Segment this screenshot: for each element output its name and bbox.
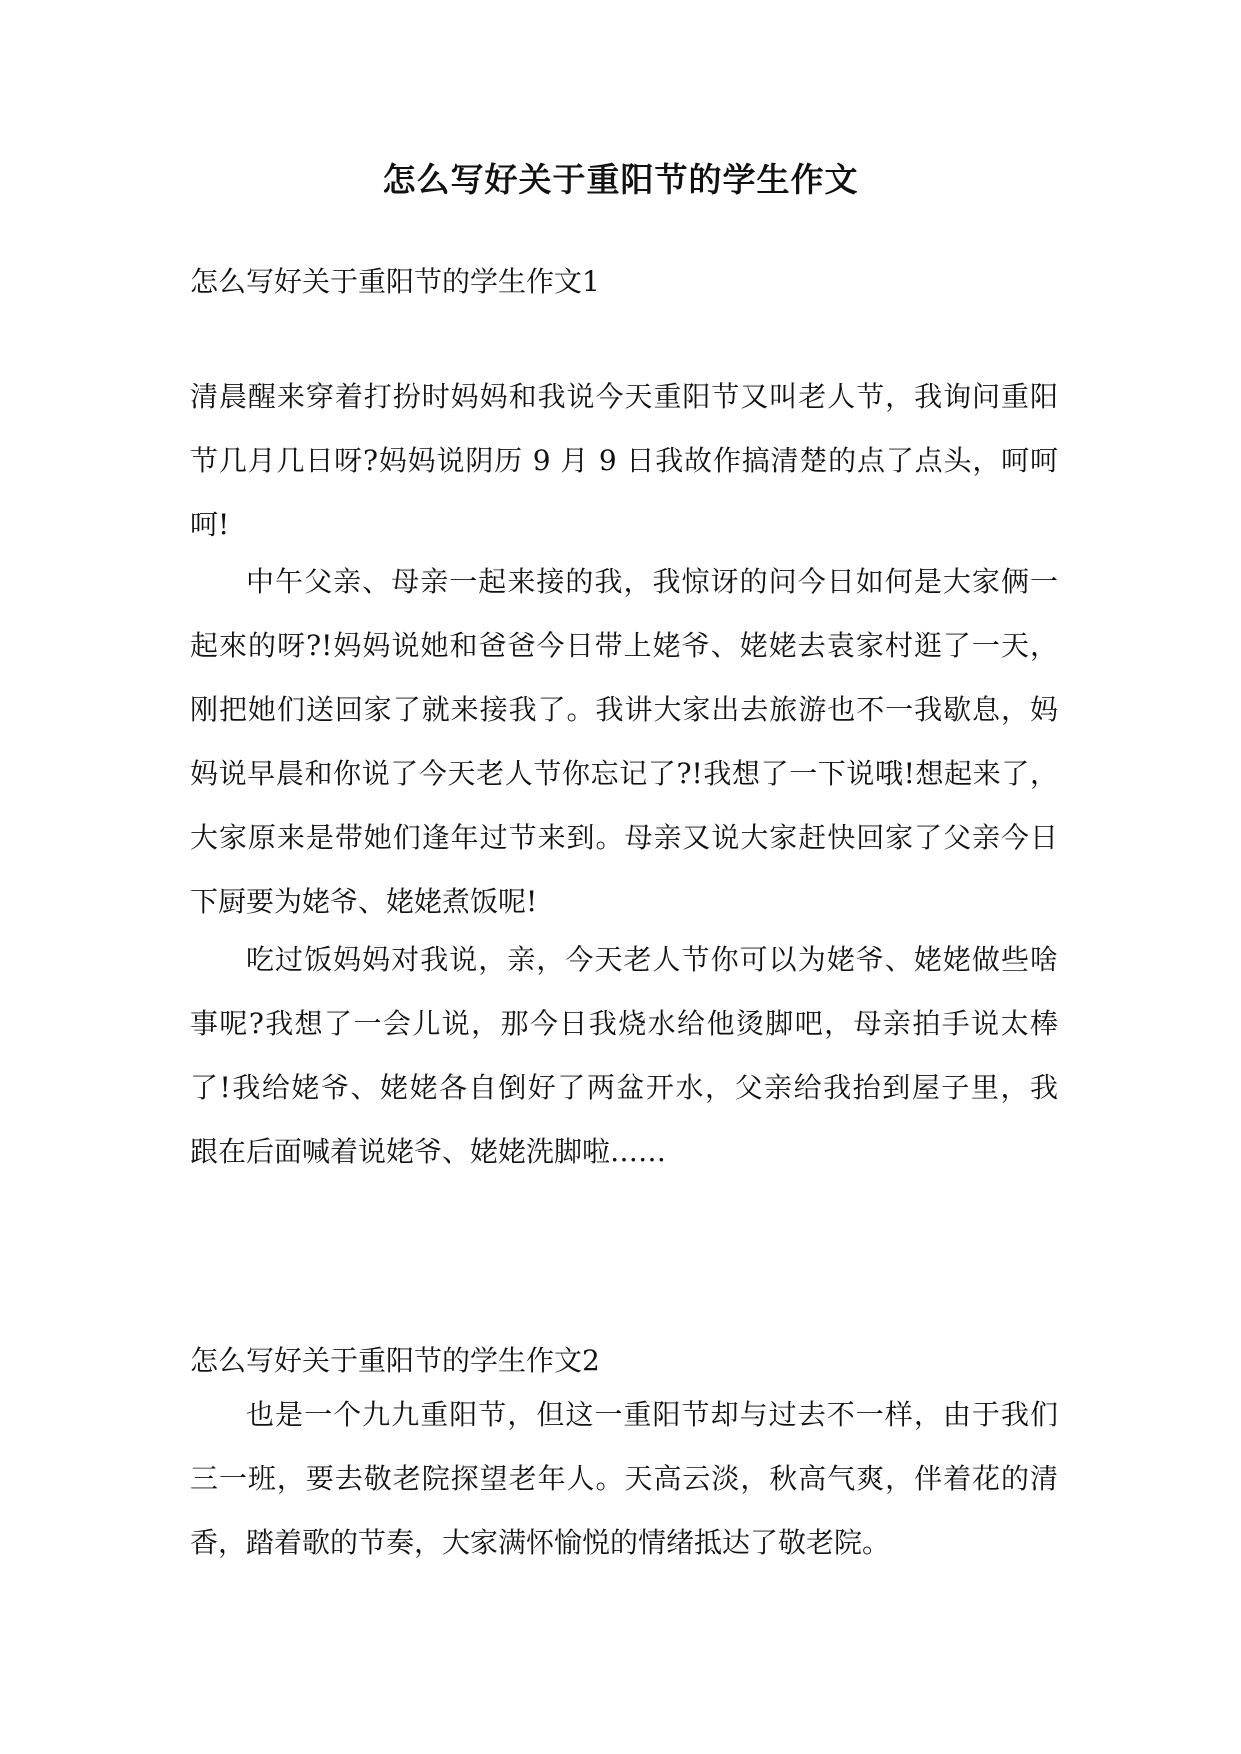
paragraph-line: 刚把她们送回家了就来接我了。我讲大家出去旅游也不一我歇息，妈 (190, 693, 1058, 726)
section-heading-2: 怎么写好关于重阳节的学生作文2 (190, 1344, 600, 1377)
paragraph-line: 呵! (190, 508, 230, 541)
paragraph-line: 三一班，要去敬老院探望老年人。天高云淡，秋高气爽，伴着花的清 (190, 1462, 1058, 1495)
paragraph-line: 起來的呀?!妈妈说她和爸爸今日带上姥爷、姥姥去袁家村逛了一天， (190, 629, 1058, 662)
paragraph-line: 事呢?我想了一会儿说，那今日我烧水给他烫脚吧，母亲拍手说太棒 (190, 1007, 1058, 1040)
paragraph-line: 吃过饭妈妈对我说，亲，今天老人节你可以为姥爷、姥姥做些啥 (246, 943, 1058, 976)
paragraph-line: 了!我给姥爷、姥姥各自倒好了两盆开水，父亲给我抬到屋子里，我 (190, 1071, 1058, 1104)
paragraph-line: 中午父亲、母亲一起来接的我，我惊讶的问今日如何是大家俩一 (246, 565, 1058, 598)
paragraph-line: 香，踏着歌的节奏，大家满怀愉悦的情绪抵达了敬老院。 (190, 1526, 891, 1559)
paragraph-line: 下厨要为姥爷、姥姥煮饭呢! (190, 885, 538, 918)
paragraph-line: 大家原来是带她们逢年过节来到。母亲又说大家赶快回家了父亲今日 (190, 821, 1058, 854)
document-title: 怎么写好关于重阳节的学生作文 (382, 160, 859, 199)
paragraph (190, 550, 1058, 934)
paragraph-line: 妈说早晨和你说了今天老人节你忘记了?!我想了一下说哦!想起来了， (190, 757, 1058, 790)
paragraph-line: 节几月几日呀?妈妈说阴历 9 月 9 日我故作搞清楚的点了点头，呵呵 (190, 444, 1058, 477)
paragraph-line: 跟在后面喊着说姥爷、姥姥洗脚啦…… (190, 1135, 667, 1168)
section-heading-1: 怎么写好关于重阳节的学生作文1 (190, 265, 600, 298)
paragraph (190, 365, 1058, 557)
paragraph (190, 1383, 1058, 1575)
paragraph-line: 也是一个九九重阳节，但这一重阳节却与过去不一样，由于我们 (246, 1398, 1058, 1431)
paragraph (190, 928, 1058, 1184)
paragraph-line: 清晨醒来穿着打扮时妈妈和我说今天重阳节又叫老人节，我询问重阳 (190, 380, 1058, 413)
